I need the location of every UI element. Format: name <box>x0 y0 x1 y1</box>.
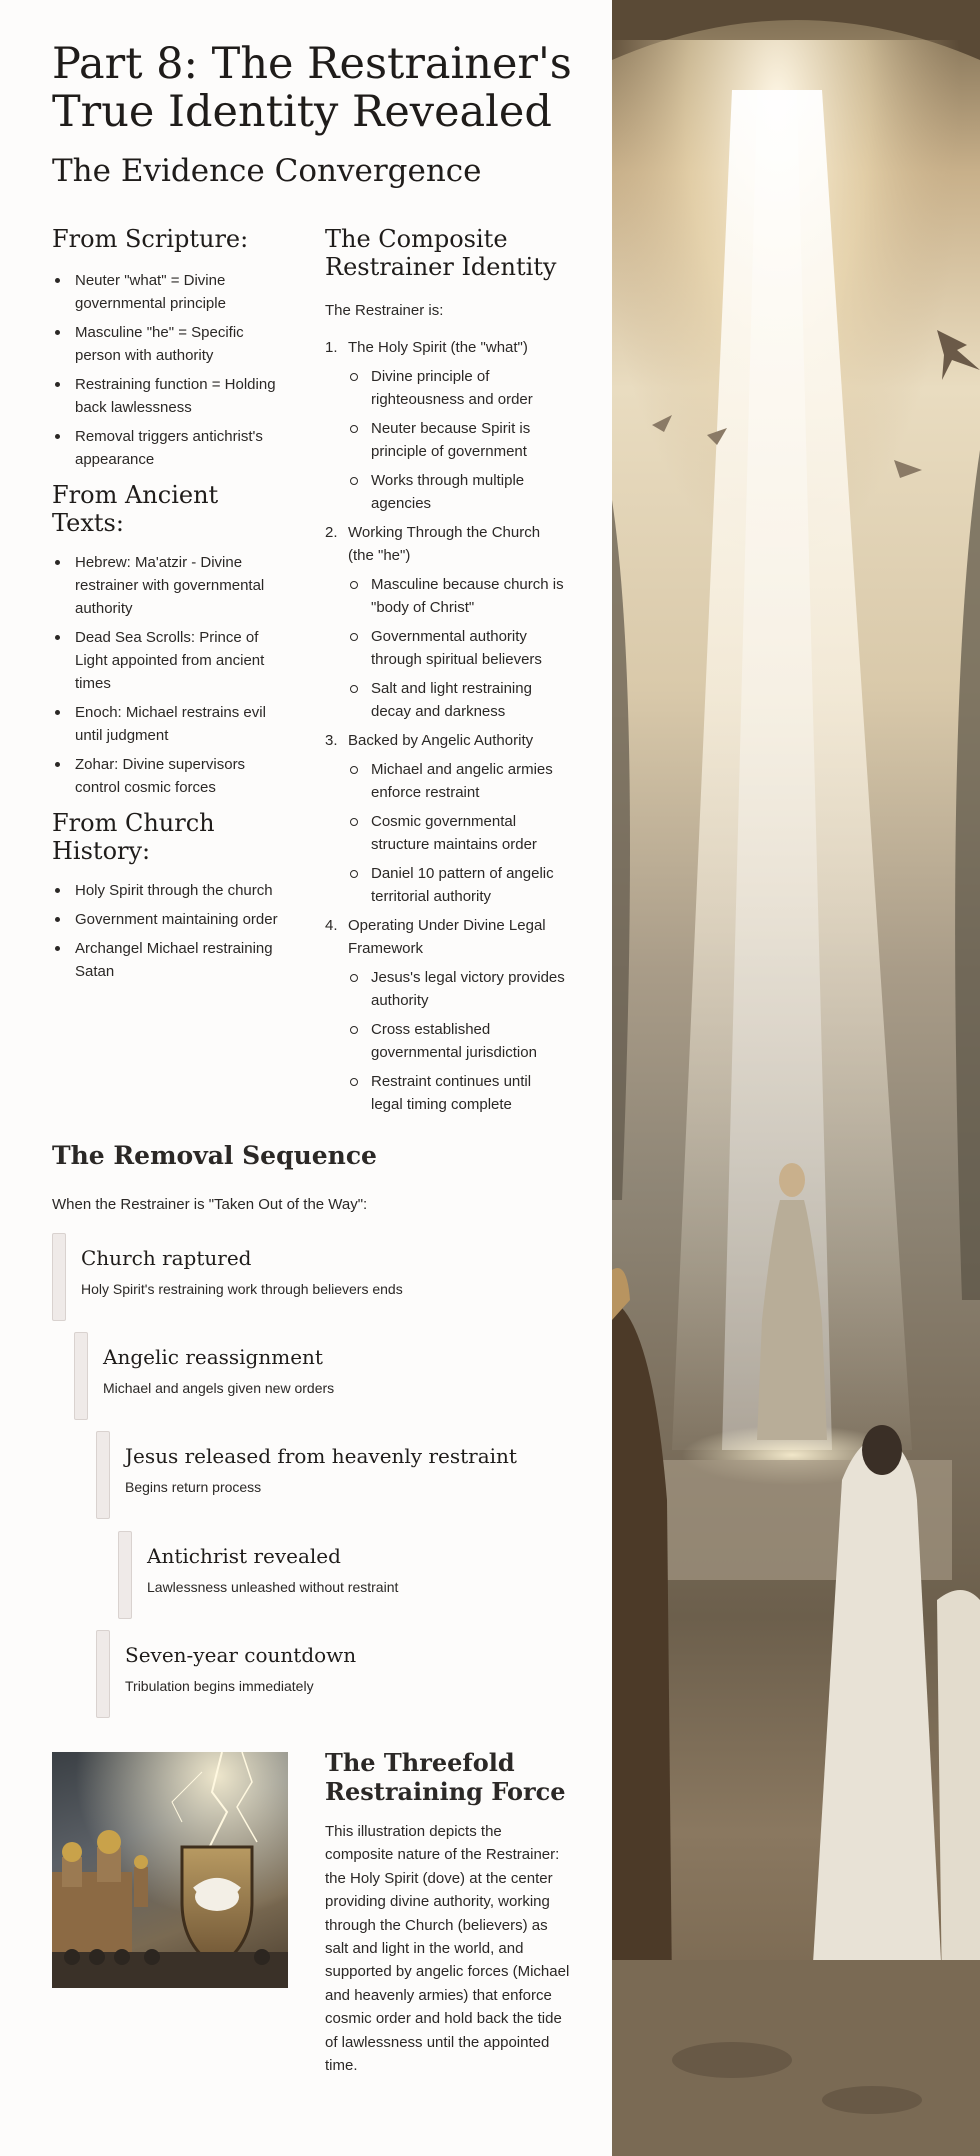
list-item: 1. The Holy Spirit (the "what") Divine principle of righteousness and order Neuter because Spirit is principle of government Works through multiple agencies <box>325 336 565 515</box>
threefold-description: This illustration depicts the composite nature of the Restrainer: the Holy Spirit (dove) at the center providing divine authority, working through the Church (believers) as salt and light in the world, and supported by angelic forces (Michael and heavenly armies) that enforce cosmic order and hold back the tide of lawlessness until the appointed time. <box>325 1823 570 2075</box>
step-marker <box>96 1431 110 1519</box>
list-item: 3. Backed by Angelic Authority Michael and angelic armies enforce restraint Cosmic governmental structure maintains order Daniel 10 pattern of angelic territorial authority <box>325 729 565 908</box>
threefold-heading: The Threefold Restraining Force <box>325 1748 566 1806</box>
composite-identity-heading: The Composite Restrainer Identity <box>325 225 557 281</box>
sub-list-item: Michael and angelic armies enforce restraint <box>348 758 565 804</box>
list-item: Masculine "he" = Specific person with authority <box>52 321 292 367</box>
sub-list-item: Works through multiple agencies <box>348 469 565 515</box>
list-item: Zohar: Divine supervisors control cosmic forces <box>52 753 292 799</box>
list-item: Removal triggers antichrist's appearance <box>52 425 292 471</box>
list-item: 4. Operating Under Divine Legal Framework Jesus's legal victory provides authority Cross established governmental jurisdiction Restraint continues until legal timing complete <box>325 914 565 1116</box>
step-title: Church raptured <box>81 1246 252 1270</box>
list-item: Enoch: Michael restrains evil until judgment <box>52 701 292 747</box>
removal-sequence-intro: When the Restrainer is "Taken Out of the Way": <box>52 1196 368 1213</box>
light-beam-figure-illustration <box>612 0 980 2156</box>
step-marker <box>52 1233 66 1321</box>
step-title: Angelic reassignment <box>103 1345 323 1369</box>
list-item: Government maintaining order <box>52 908 292 931</box>
list-item: 2. Working Through the Church (the "he") Masculine because church is "body of Christ" Governmental authority through spiritual believers Salt and light restraining decay and darkness <box>325 521 565 723</box>
sub-list-item: Daniel 10 pattern of angelic territorial authority <box>348 862 565 908</box>
step-title: Seven-year countdown <box>125 1643 357 1667</box>
sub-list-item: Jesus's legal victory provides authority <box>348 966 565 1012</box>
sub-list-item: Salt and light restraining decay and darkness <box>348 677 565 723</box>
list-item: Restraining function = Holding back lawlessness <box>52 373 292 419</box>
composite-identity-column <box>325 225 565 1122</box>
step-description: Michael and angels given new orders <box>103 1380 335 1396</box>
step-description: Lawlessness unleashed without restraint <box>147 1579 399 1595</box>
sub-list-item: Cross established governmental jurisdiction <box>348 1018 565 1064</box>
step-marker <box>74 1332 88 1420</box>
composite-list <box>325 336 565 1116</box>
sub-list-item: Governmental authority through spiritual believers <box>348 625 565 671</box>
church-history-heading: From Church History: <box>52 809 215 865</box>
sub-list-item: Neuter because Spirit is principle of government <box>348 417 565 463</box>
step-description: Holy Spirit's restraining work through believers ends <box>81 1281 403 1297</box>
list-item-label: Working Through the Church (the "he") <box>348 524 541 564</box>
ancient-texts-heading: From Ancient Texts: <box>52 481 219 537</box>
step-title: Antichrist revealed <box>147 1544 341 1568</box>
list-item: Hebrew: Ma'atzir - Divine restrainer with governmental authority <box>52 551 292 620</box>
sub-list-item: Cosmic governmental structure maintains order <box>348 810 565 856</box>
scripture-list <box>52 269 292 471</box>
list-item: Archangel Michael restraining Satan <box>52 937 292 983</box>
evidence-sources-column <box>52 225 292 989</box>
list-item-label: Operating Under Divine Legal Framework <box>348 917 546 957</box>
scripture-heading: From Scripture: <box>52 225 249 253</box>
list-item: Neuter "what" = Divine governmental principle <box>52 269 292 315</box>
composite-intro: The Restrainer is: <box>325 302 444 319</box>
church-history-list <box>52 879 292 983</box>
step-description: Begins return process <box>125 1479 262 1495</box>
list-item: Dead Sea Scrolls: Prince of Light appointed from ancient times <box>52 626 292 695</box>
section-subtitle: The Evidence Convergence <box>52 153 482 189</box>
sub-list-item: Divine principle of righteousness and order <box>348 365 565 411</box>
church-shield-illustration <box>52 1752 288 1988</box>
step-marker <box>96 1630 110 1718</box>
sub-list-item: Restraint continues until legal timing complete <box>348 1070 565 1116</box>
list-item-label: The Holy Spirit (the "what") <box>348 339 528 356</box>
sub-list-item: Masculine because church is "body of Christ" <box>348 573 565 619</box>
hero-illustration <box>612 0 980 2156</box>
page-title: Part 8: The Restrainer's True Identity Revealed <box>52 39 572 137</box>
threefold-illustration <box>52 1752 288 1988</box>
step-marker <box>118 1531 132 1619</box>
step-title: Jesus released from heavenly restraint <box>125 1444 517 1468</box>
removal-sequence-heading: The Removal Sequence <box>52 1141 377 1170</box>
list-item: Holy Spirit through the church <box>52 879 292 902</box>
ancient-texts-list <box>52 551 292 799</box>
list-item-label: Backed by Angelic Authority <box>348 732 534 749</box>
step-description: Tribulation begins immediately <box>125 1678 314 1694</box>
